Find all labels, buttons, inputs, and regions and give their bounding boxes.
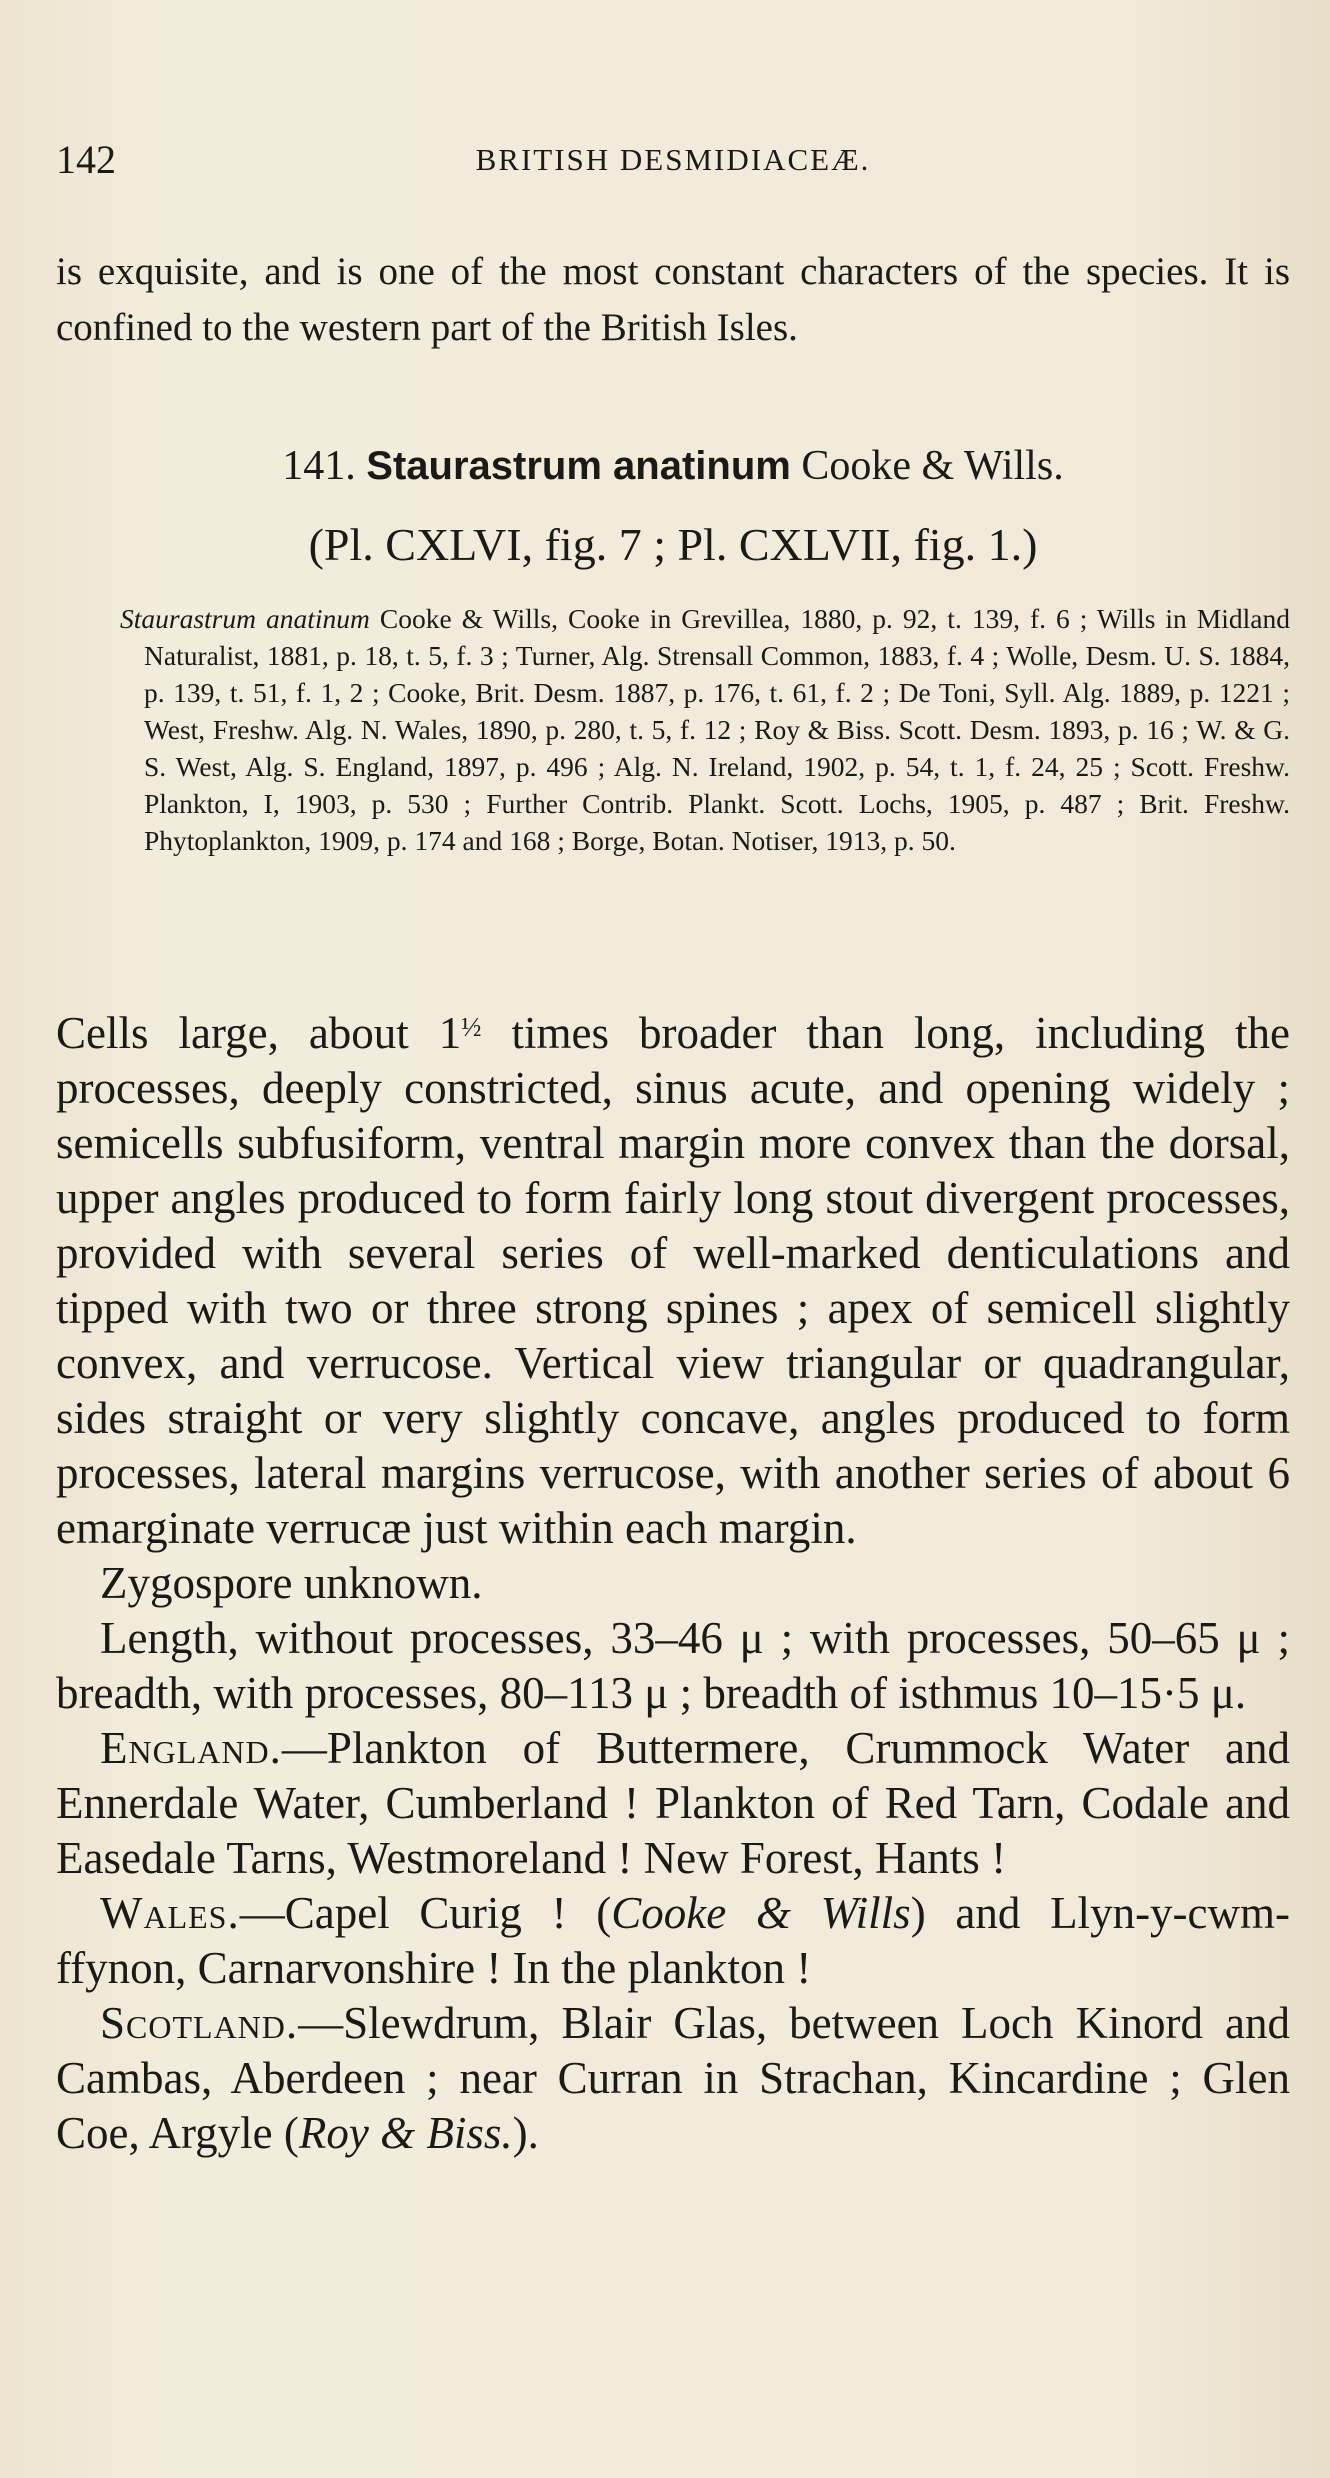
wales-collectors: Cooke & Wills [611,1888,911,1939]
scotland-collectors: Roy & Biss. [298,2108,513,2159]
wales-paragraph [56,1886,1290,1996]
reference-species-name: Staurastrum anatinum [120,603,370,634]
wales-label: Wales. [100,1888,240,1939]
description-paragraph [56,1000,1290,1556]
intro-paragraph: is exquisite, and is one of the most constant characters of the species. It is confined to the western part of the British Isles. [56,250,1290,349]
page-number: 142 [56,137,116,182]
wales-text-start: —Capel Curig ! ( [239,1888,612,1939]
description-fraction: ½ [461,1012,482,1042]
species-description [56,1000,1290,2161]
page-header [56,136,1290,196]
england-text: —Plankton of Buttermere, Crummock Water and Ennerdale Water, Cumberland ! Plankton of Red Tarn, Codale and Easedale Tarns, Westmoreland ! New Forest, Hants ! [56,1723,1290,1884]
plate-references: (Pl. CXLVI, fig. 7 ; Pl. CXLVII, fig. 1.) [308,519,1038,570]
scotland-paragraph [56,1996,1290,2161]
scotland-text-end: ). [512,2108,539,2159]
wales-text-end: ) and Llyn-y-cwm-ffynon, Carnarvonshire ! In the plankton ! [56,1888,1290,1994]
description-rest: times broader than long, including the processes, deeply constricted, sinus acute, and opening widely ; semicells subfusiform, ventral margin more convex than the dorsal, upper angles produced to form fairly long stout divergent processes, provided with several series of well-marked denticulations and tipped with two or three strong spines ; apex of semicell slightly convex, and verrucose. Vertical view triangular or quadrangular, sides straight or very slightly concave, angles produced to form processes, lateral margins verrucose, with another series of about 6 emarginate verrucæ just within each margin. [56,1008,1291,1554]
england-paragraph [56,1721,1290,1886]
entry-number: 141. [282,443,356,489]
reference-text: Cooke & Wills, Cooke in Grevillea, 1880, p. 92, t. 139, f. 6 ; Wills in Midland Naturalist, 1881, p. 18, t. 5, f. 3 ; Turner, Alg. Strensall Common, 1883, f. 4 ; Wolle, Desm. U. S. 1884, p. 139, t. 51, f. 1, 2 ; Cooke, Brit. Desm. 1887, p. 176, t. 61, f. 2 ; De Toni, Syll. Alg. 1889, p. 1221 ; West, Freshw. Alg. N. Wales, 1890, p. 280, t. 5, f. 12 ; Roy & Biss. Scott. Desm. 1893, p. 16 ; W. & G. S. West, Alg. S. England, 1897, p. 496 ; Alg. N. Ireland, 1902, p. 54, t. 1, f. 24, 25 ; Scott. Freshw. Plankton, I, 1903, p. 530 ; Further Contrib. Plankt. Scott. Lochs, 1905, p. 487 ; Brit. Freshw. Phytoplankton, 1909, p. 174 and 168 ; Borge, Botan. Notiser, 1913, p. 50. [144,603,1291,856]
scotland-label: Scotland. [100,1998,299,2049]
scotland-text-start: —Slewdrum, Blair Glas, between Loch Kinord and Cambas, Aberdeen ; near Curran in Strachan, Kincardine ; Glen Coe, Argyle ( [56,1998,1290,2159]
description-start: Cells large, about 1 [56,1008,462,1059]
running-head: BRITISH DESMIDIACEÆ. [475,142,871,177]
species-authority: Cooke & Wills. [801,443,1064,489]
measurements-paragraph: Length, without processes, 33–46 μ ; with processes, 50–65 μ ; breadth, with processes, 80–113 μ ; breadth of isthmus 10–15·5 μ. [56,1613,1290,1719]
bibliography-references [120,600,1290,859]
species-title [56,440,1290,492]
zygospore-paragraph: Zygospore unknown. [100,1558,483,1609]
england-label: England. [100,1723,282,1774]
species-name: Staurastrum anatinum [366,444,791,488]
